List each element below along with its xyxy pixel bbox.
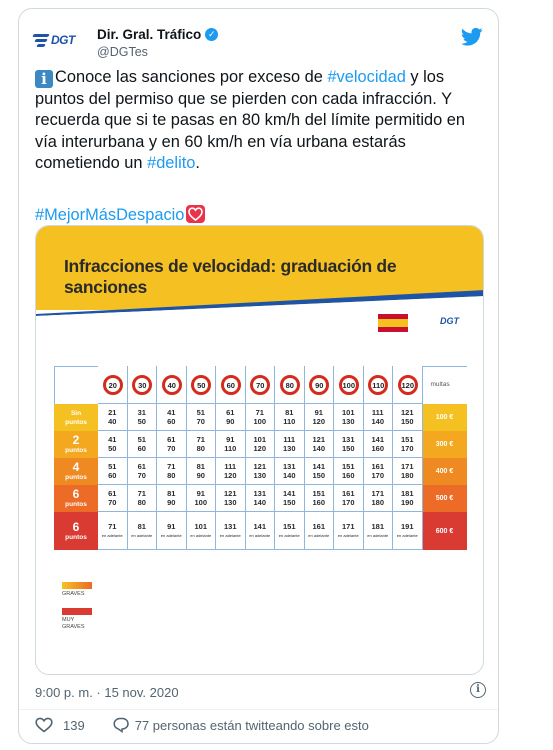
speed-range-cell <box>157 512 187 550</box>
range-to: 90 <box>196 471 205 480</box>
range-from: 91 <box>196 489 205 498</box>
footer-divider <box>19 709 498 710</box>
range-to: 160 <box>341 471 355 480</box>
range-to: 150 <box>312 471 325 480</box>
speed-range-cell <box>393 404 423 431</box>
speed-range-cell <box>393 512 423 550</box>
range-to: 120 <box>312 417 325 426</box>
range-from: 91 <box>314 408 323 417</box>
legend-muy-graves: MUY GRAVES <box>62 608 92 631</box>
range-to: 60 <box>108 471 117 480</box>
range-from: 111 <box>371 408 384 417</box>
range-to: en adelante <box>160 532 182 538</box>
range-from: 161 <box>312 521 325 531</box>
text-part-2: y los puntos del permiso que se pierden con cada infracción. Y recuerda que si te pasas en 80 km/h del límite permitido en vía interurbana y en 60 km/h en vía urbana estarás cometiendo un <box>35 68 466 172</box>
speed-range-cell <box>187 431 217 458</box>
logo-text: DGT <box>51 33 75 47</box>
range-to: 190 <box>400 498 414 507</box>
speed-range-cell <box>98 404 128 431</box>
tweet-stats <box>35 717 487 733</box>
range-from: 131 <box>253 489 266 498</box>
range-to: 130 <box>341 417 355 426</box>
range-from: 71 <box>255 408 264 417</box>
dgt-wing-icon <box>33 33 49 47</box>
range-to: en adelante <box>101 532 123 538</box>
speed-limit-sign-icon: 50 <box>191 375 211 395</box>
range-from: 151 <box>282 521 296 531</box>
author-avatar[interactable] <box>33 29 89 51</box>
points-number: 6 <box>72 519 80 534</box>
range-from: 141 <box>282 489 296 498</box>
speed-range-cell <box>128 485 158 512</box>
speed-limit-sign-icon: 110 <box>368 375 388 395</box>
points-row-header <box>54 458 98 485</box>
speed-range-cell <box>128 404 158 431</box>
speed-range-cell <box>216 404 246 431</box>
range-from: 71 <box>108 521 117 531</box>
speed-range-cell <box>305 431 335 458</box>
range-to: 140 <box>312 444 325 453</box>
range-to: 60 <box>167 417 176 426</box>
range-from: 161 <box>341 489 355 498</box>
text-part-3: . <box>195 154 200 172</box>
range-to: 160 <box>312 498 325 507</box>
range-to: 120 <box>253 444 266 453</box>
speed-range-cell <box>187 458 217 485</box>
points-row-header <box>54 404 98 431</box>
speed-range-cell <box>364 431 394 458</box>
speed-limit-sign-icon: 70 <box>250 375 270 395</box>
speed-range-cell <box>305 458 335 485</box>
range-from: 61 <box>167 435 176 444</box>
range-to: 80 <box>137 498 146 507</box>
speed-limit-sign-icon: 40 <box>162 375 182 395</box>
speed-range-cell <box>216 485 246 512</box>
speed-range-cell <box>157 458 187 485</box>
range-from: 171 <box>371 489 384 498</box>
range-from: 41 <box>108 435 117 444</box>
range-from: 121 <box>312 435 325 444</box>
range-to: en adelante <box>308 532 330 538</box>
range-to: 140 <box>282 471 296 480</box>
points-label: puntos <box>65 474 87 481</box>
speed-range-cell <box>246 485 276 512</box>
range-to: 50 <box>137 417 146 426</box>
tweet-media-image[interactable] <box>35 225 484 675</box>
speed-range-cell <box>364 404 394 431</box>
speed-range-cell <box>187 512 217 550</box>
range-to: 90 <box>167 498 176 507</box>
range-from: 81 <box>167 489 176 498</box>
range-to: 140 <box>371 417 384 426</box>
range-to: en adelante <box>131 532 153 538</box>
reply-bubble-icon <box>113 717 129 733</box>
speed-range-cell <box>246 512 276 550</box>
range-from: 151 <box>400 435 414 444</box>
range-to: 80 <box>167 471 176 480</box>
range-from: 81 <box>196 462 205 471</box>
range-from: 71 <box>196 435 205 444</box>
verified-badge-icon: ✓ <box>205 28 218 41</box>
points-row-header <box>54 512 98 550</box>
range-to: 170 <box>371 471 384 480</box>
speed-range-cell <box>98 485 128 512</box>
speed-range-cell <box>157 431 187 458</box>
speed-limit-sign-icon: 120 <box>398 375 418 395</box>
hashtag-mejormasdespacio-link[interactable]: #MejorMásDespacio <box>35 206 185 224</box>
hashtag-line <box>35 205 205 225</box>
range-from: 131 <box>282 462 296 471</box>
speed-range-cell <box>334 485 364 512</box>
range-to: 110 <box>283 417 296 426</box>
speed-range-cell <box>275 485 305 512</box>
tweet-text <box>35 67 487 175</box>
range-to: 60 <box>137 444 146 453</box>
speed-range-cell <box>216 431 246 458</box>
fine-amount: 400 € <box>423 458 467 485</box>
text-part-1: Conoce las sanciones por exceso de <box>55 68 328 86</box>
range-from: 71 <box>167 462 176 471</box>
speed-range-cell <box>305 512 335 550</box>
range-from: 61 <box>137 462 146 471</box>
range-from: 51 <box>108 462 117 471</box>
gobierno-logo-icon <box>378 314 408 332</box>
range-to: 130 <box>223 498 237 507</box>
speed-range-cell <box>187 485 217 512</box>
range-to: 110 <box>224 444 237 453</box>
speed-range-cell <box>334 512 364 550</box>
range-from: 91 <box>167 521 176 531</box>
speed-range-cell <box>364 512 394 550</box>
speed-limit-sign-icon: 80 <box>280 375 300 395</box>
like-heart-icon[interactable] <box>35 717 53 733</box>
speed-range-cell <box>246 431 276 458</box>
tweet-header <box>33 21 485 61</box>
infographic-title: Infracciones de velocidad: graduación de sanciones <box>64 256 397 297</box>
range-to: 70 <box>108 498 117 507</box>
speed-limit-sign-icon: 20 <box>103 375 123 395</box>
speed-range-cell <box>364 458 394 485</box>
range-from: 81 <box>285 408 294 417</box>
speed-limit-sign-icon: 60 <box>221 375 241 395</box>
speed-range-cell <box>364 485 394 512</box>
range-from: 181 <box>400 489 414 498</box>
range-from: 61 <box>226 408 235 417</box>
author-name[interactable]: Dir. Gral. Tráfico <box>97 27 202 42</box>
range-to: 160 <box>371 444 384 453</box>
heart-emoji-icon <box>186 205 205 223</box>
hashtag-delito-link[interactable]: #delito <box>147 154 196 172</box>
range-to: 80 <box>196 444 205 453</box>
speed-range-cell <box>334 404 364 431</box>
info-icon[interactable]: i <box>470 682 486 698</box>
speed-range-cell <box>305 485 335 512</box>
speed-range-cell <box>98 512 128 550</box>
range-to: 100 <box>253 417 266 426</box>
range-from: 111 <box>224 462 237 471</box>
range-to: 130 <box>282 444 296 453</box>
tweet-timestamp[interactable]: 9:00 p. m. · 15 nov. 2020 <box>35 685 179 700</box>
range-from: 31 <box>137 408 146 417</box>
points-label: Sin <box>70 409 82 417</box>
speed-range-cell <box>275 404 305 431</box>
points-label: puntos <box>65 447 87 454</box>
conversation-link[interactable] <box>113 717 369 733</box>
speed-range-cell <box>393 431 423 458</box>
range-from: 161 <box>371 462 384 471</box>
range-to: en adelante <box>337 532 359 538</box>
range-to: en adelante <box>249 532 271 538</box>
legend-graves: GRAVES <box>62 582 92 598</box>
range-to: 100 <box>194 498 207 507</box>
range-to: 50 <box>108 444 117 453</box>
author-handle[interactable]: @DGTes <box>97 45 148 59</box>
speed-range-cell <box>275 431 305 458</box>
points-label: puntos <box>65 418 87 426</box>
speed-range-cell <box>98 458 128 485</box>
range-to: 90 <box>226 417 235 426</box>
points-label: puntos <box>65 501 87 508</box>
speed-range-cell <box>128 512 158 550</box>
speed-range-cell <box>128 431 158 458</box>
speed-range-cell <box>334 431 364 458</box>
range-from: 101 <box>253 435 266 444</box>
speed-range-cell <box>128 458 158 485</box>
author-name-row[interactable] <box>97 27 218 42</box>
speed-range-cell <box>216 512 246 550</box>
range-from: 141 <box>312 462 325 471</box>
speed-range-cell <box>393 485 423 512</box>
range-to: 180 <box>371 498 384 507</box>
points-number: 6 <box>72 487 80 501</box>
range-to: en adelante <box>278 532 300 538</box>
range-from: 101 <box>194 521 207 531</box>
hashtag-velocidad-link[interactable]: #velocidad <box>327 68 406 86</box>
speed-limit-sign-icon: 100 <box>339 375 359 395</box>
fine-amount: 100 € <box>423 404 467 431</box>
range-from: 121 <box>253 462 266 471</box>
range-from: 131 <box>341 435 355 444</box>
speed-limit-sign-icon: 90 <box>309 375 329 395</box>
range-from: 121 <box>223 489 237 498</box>
speed-range-cell <box>187 404 217 431</box>
range-to: en adelante <box>219 532 241 538</box>
points-label: puntos <box>65 533 87 541</box>
range-from: 111 <box>283 435 296 444</box>
range-from: 181 <box>371 521 384 531</box>
range-from: 171 <box>400 462 414 471</box>
range-from: 91 <box>226 435 235 444</box>
range-from: 101 <box>341 408 355 417</box>
range-to: 170 <box>341 498 355 507</box>
range-to: 130 <box>253 471 266 480</box>
range-to: 70 <box>137 471 146 480</box>
range-from: 41 <box>167 408 176 417</box>
speed-range-cell <box>393 458 423 485</box>
range-from: 71 <box>137 489 146 498</box>
range-from: 81 <box>137 521 146 531</box>
speed-range-cell <box>216 458 246 485</box>
range-from: 171 <box>341 521 355 531</box>
fine-amount: 300 € <box>423 431 467 458</box>
range-to: 40 <box>108 417 117 426</box>
points-row-header <box>54 485 98 512</box>
range-from: 51 <box>196 408 205 417</box>
range-from: 151 <box>341 462 355 471</box>
speed-range-cell <box>157 485 187 512</box>
range-from: 151 <box>312 489 325 498</box>
range-to: 120 <box>223 471 237 480</box>
range-from: 121 <box>400 408 414 417</box>
tweet-card[interactable] <box>18 8 499 744</box>
speed-range-cell <box>275 512 305 550</box>
dgt-small-logo: DGT <box>440 316 459 326</box>
range-from: 191 <box>400 521 414 531</box>
range-to: en adelante <box>190 532 212 538</box>
points-number: 4 <box>72 460 80 474</box>
info-emoji-icon: i <box>35 70 53 88</box>
range-to: en adelante <box>367 532 389 538</box>
range-to: 150 <box>341 444 355 453</box>
range-to: 150 <box>400 417 414 426</box>
speed-range-cell <box>305 404 335 431</box>
range-from: 141 <box>371 435 384 444</box>
speed-range-cell <box>157 404 187 431</box>
fine-amount: 600 € <box>423 512 467 550</box>
twitter-bird-icon[interactable] <box>461 27 483 47</box>
likes-count[interactable]: 139 <box>63 717 85 733</box>
range-to: en adelante <box>396 532 418 538</box>
speed-range-cell <box>246 404 276 431</box>
range-from: 141 <box>253 521 266 531</box>
points-row-header <box>54 431 98 458</box>
speed-limit-sign-icon: 30 <box>132 375 152 395</box>
multas-label: multas <box>430 381 450 388</box>
points-number: 2 <box>72 433 80 447</box>
range-to: 140 <box>253 498 266 507</box>
range-from: 131 <box>223 521 237 531</box>
speed-range-cell <box>98 431 128 458</box>
fine-amount: 500 € <box>423 485 467 512</box>
range-to: 170 <box>400 444 414 453</box>
range-from: 61 <box>108 489 117 498</box>
speed-range-cell <box>246 458 276 485</box>
range-to: 70 <box>167 444 176 453</box>
range-from: 21 <box>108 408 117 417</box>
conversation-text[interactable]: 77 personas están twitteando sobre esto <box>134 717 369 733</box>
speed-range-cell <box>275 458 305 485</box>
range-to: 70 <box>196 417 205 426</box>
range-from: 51 <box>137 435 146 444</box>
speed-range-cell <box>334 458 364 485</box>
range-to: 180 <box>400 471 414 480</box>
range-to: 150 <box>282 498 296 507</box>
